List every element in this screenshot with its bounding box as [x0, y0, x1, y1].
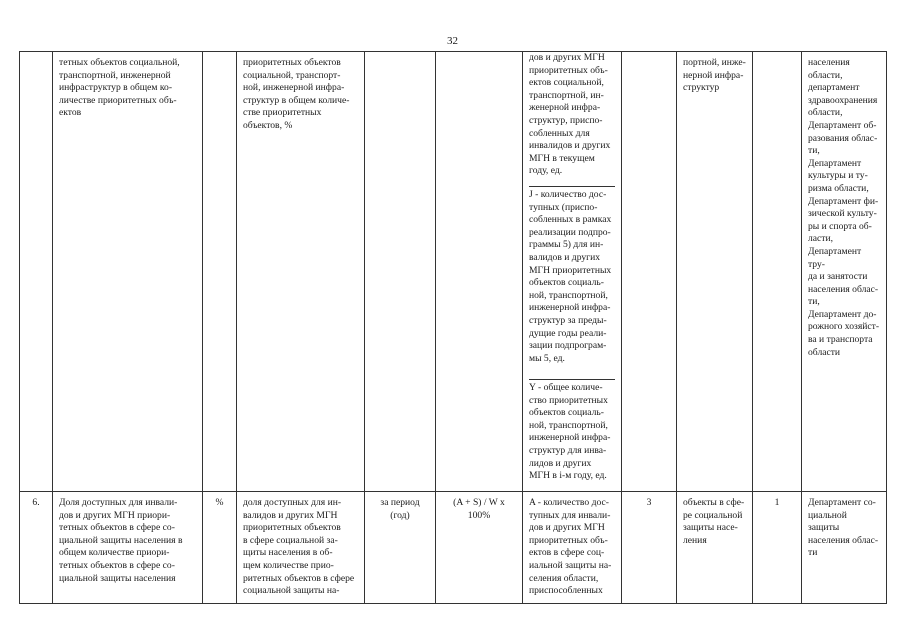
cell-formula: (A + S) / W x 100% [436, 492, 523, 604]
variable-j: J - количество дос- тупных (приспо- собленных в рамках реализации подпро- граммы 5) для ин- валидов и других МГН приоритетных объектов социаль- ной, транспортной, инженерной инфра- структур за преды- дущие годы реали- зации подпрограм- мы 5, ед. [529, 187, 615, 380]
variable-y: Y - общее количе- ство приоритетных объектов социаль- ной, транспортной, инженерной инфра- структур для инва- лидов и других МГН в i-м году, ед. [529, 382, 611, 482]
cell-variables: A - количество дос- тупных для инвали- дов и других МГН приоритетных объ- ектов в сфере соц- иальной защиты на- селения области, приспособленных [523, 492, 622, 604]
page-number: 32 [447, 35, 458, 47]
cell-definition: приоритетных объектов социальной, транспорт- ной, инженерной инфра- структур в общем количе- стве приоритетных объектов, % [237, 52, 365, 492]
cell-level [753, 52, 802, 492]
cell-number: 6. [20, 492, 53, 604]
indicators-table [19, 51, 887, 604]
cell-source: объекты в сфе- ре социальной защиты насе- ления [677, 492, 753, 604]
cell-responsible: населения области, департамент здравоохранения области, Департамент об- разования облас- ти, Департамент культуры и ту- ризма области, Департамент фи- зической культу- ры и спорта об- ласти, Департамент тру- да и занятости населения облас- ти, Департамент до- рожного хозяйст- ва и транспорта области [802, 52, 887, 492]
cell-unit: % [203, 492, 237, 604]
cell-formula [436, 52, 523, 492]
cell-variables [523, 52, 622, 492]
cell-method [622, 52, 677, 492]
variable-part: дов и других МГН приоритетных объ- ектов социальной, транспортной, ин- женерной инфра- структур, приспо- собленных для инвалидов и других МГН в текущем году, ед. [529, 52, 615, 188]
cell-number [20, 52, 53, 492]
table-row-continuation [20, 52, 887, 492]
cell-indicator-name: Доля доступных для инвали- дов и других МГН приори- тетных объектов в сфере со- циальной защиты населения в общем количестве приори- тетных объектов в сфере со- циальной защиты населения [53, 492, 203, 604]
cell-unit [203, 52, 237, 492]
cell-responsible: Департамент со- циальной защиты населения облас- ти [802, 492, 887, 604]
cell-indicator-name: тетных объектов социальной, транспортной, инженерной инфраструктур в общем ко- личестве приоритетных объ- ектов [53, 52, 203, 492]
table-row-6 [20, 492, 887, 604]
cell-level: 1 [753, 492, 802, 604]
cell-method: 3 [622, 492, 677, 604]
cell-definition: доля доступных для ин- валидов и других МГН приоритетных объектов в сфере социальной за- щиты населения в об- щем количестве прио- ритетных объектов в сфере социальной защиты на- [237, 492, 365, 604]
cell-period: за период (год) [365, 492, 436, 604]
cell-period [365, 52, 436, 492]
cell-source: портной, инже- нерной инфра- структур [677, 52, 753, 492]
